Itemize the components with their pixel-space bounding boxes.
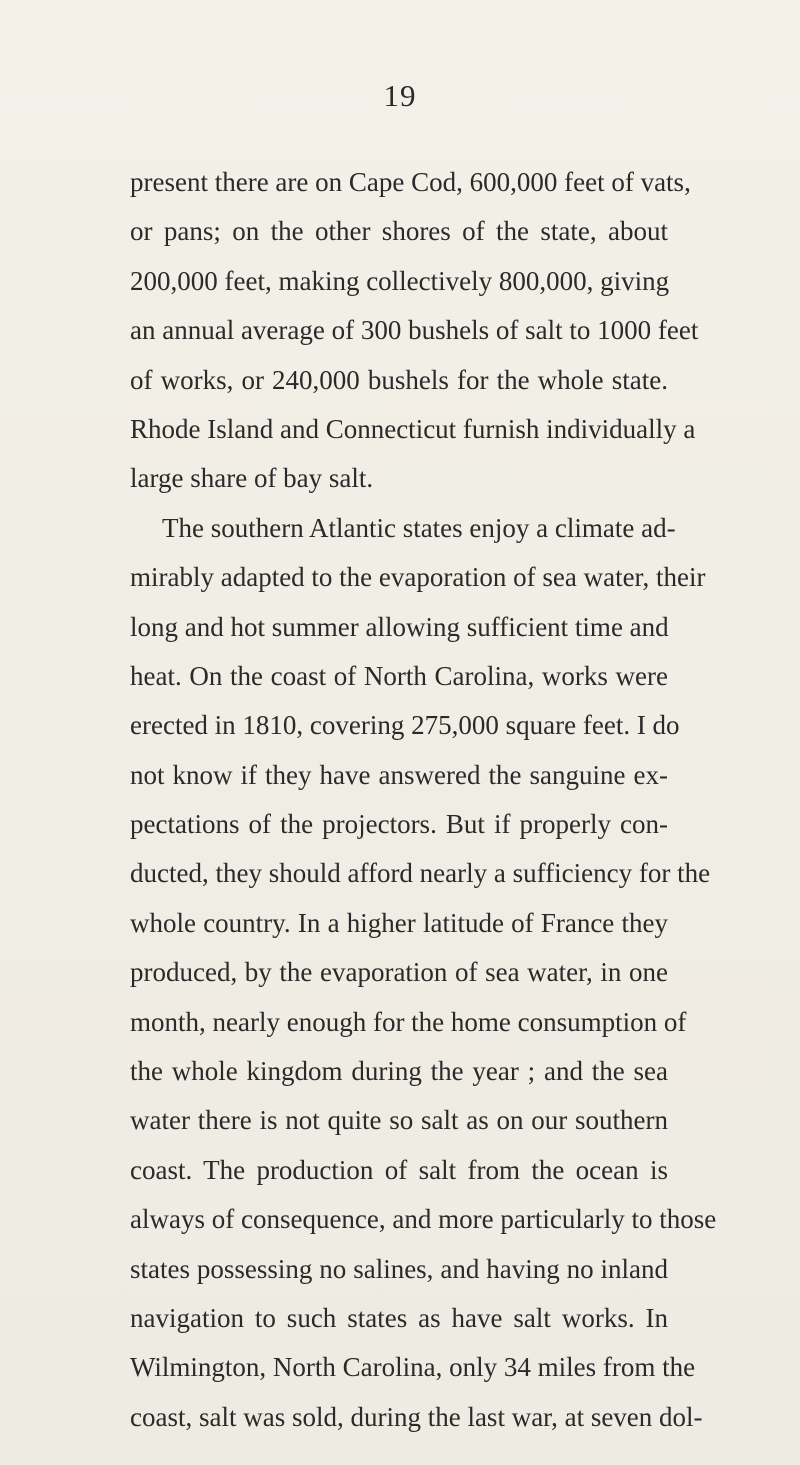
text-line: navigation to such states as have salt works. In (130, 1302, 668, 1333)
text-line: coast, salt was sold, during the last war, at seven dol- (130, 1401, 703, 1432)
text-line: produced, by the evaporation of sea water, in one (130, 957, 668, 988)
text-line: 200,000 feet, making collectively 800,000, giving (130, 265, 670, 296)
text-line: long and hot summer allowing sufficient time and (130, 611, 669, 642)
text-line: present there are on Cape Cod, 600,000 feet of vats, (130, 167, 691, 197)
text-line: pectations of the projectors. But if properly con- (130, 809, 668, 840)
text-line: Wilmington, North Carolina, only 34 miles from the (130, 1352, 696, 1383)
text-line: water there is not quite so salt as on our southern (130, 1105, 668, 1136)
text-line: or pans; on the other shores of the state, about (130, 216, 668, 247)
text-line: mirably adapted to the evaporation of sea water, their (130, 562, 706, 593)
text-line: erected in 1810, covering 275,000 square feet. I do (130, 710, 680, 741)
text-line: an annual average of 300 bushels of salt to 1000 feet (130, 315, 699, 346)
text-line: Rhode Island and Connecticut furnish individually a (130, 413, 696, 444)
text-line: month, nearly enough for the home consumption of (130, 1006, 687, 1037)
text-line: coast. The production of salt from the ocean is (130, 1154, 668, 1185)
text-line: ducted, they should afford nearly a sufficiency for the (130, 858, 711, 889)
text-line: not know if they have answered the sanguine ex- (130, 759, 668, 790)
body-text (130, 158, 717, 1442)
text-line: always of consequence, and more particularly to those (130, 1204, 717, 1235)
text-line: of works, or 240,000 bushels for the whole state. (130, 364, 668, 395)
text-line: states possessing no salines, and having no inland (130, 1253, 668, 1284)
paragraph-start-line: The southern Atlantic states enjoy a climate ad- (162, 512, 676, 543)
text-line: whole country. In a higher latitude of France they (130, 907, 668, 938)
text-line: heat. On the coast of North Carolina, works were (130, 660, 668, 691)
text-line: large share of bay salt. (130, 463, 374, 494)
text-line: the whole kingdom during the year ; and the sea (130, 1056, 668, 1087)
page-number: 19 (383, 78, 417, 113)
